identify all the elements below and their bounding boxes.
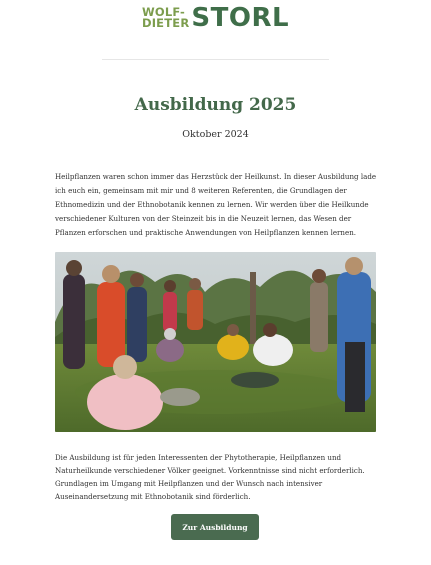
- group-photo: [55, 252, 376, 432]
- logo-prefix: [141, 4, 190, 30]
- description-paragraph: Die Ausbildung ist für jeden Interessenten der Phytotherapie, Heilpflanzen und Naturheilkunde verschiedener Völker geeignet. Vorkenntnisse sind nicht erforderlich. Grundlagen im Umgang mit Heilpflanzen und der Wunsch nach intensiver Auseinandersetzung mit Ethnobotanik sind förderlich.: [55, 453, 365, 501]
- logo-wordmark: STORL: [191, 3, 290, 33]
- page-title: Ausbildung 2025: [134, 95, 297, 115]
- logo-line-1: WOLF-: [141, 4, 186, 19]
- brand-logo[interactable]: [0, 5, 431, 31]
- intro-paragraph: Heilpflanzen waren schon immer das Herzstück der Heilkunst. In dieser Ausbildung lade ich euch ein, gemeinsam mit mir und 8 weiteren Referenten, die Grundlagen der Ethnomedizin und der Ethnobotanik kennen zu lernen. Wir werden über die Heilkunde verschiedener Kulturen von der Steinzeit bis in die Neuzeit lernen, das Wesen der Pflanzen erforschen und praktische Anwendungen von Heilpflanzen kennen lernen.: [55, 172, 377, 237]
- training-cta-button[interactable]: Zur Ausbildung: [171, 514, 259, 540]
- logo-line-2: DIETER: [141, 16, 190, 30]
- publication-date: Oktober 2024: [182, 129, 249, 140]
- header-divider: [102, 59, 329, 60]
